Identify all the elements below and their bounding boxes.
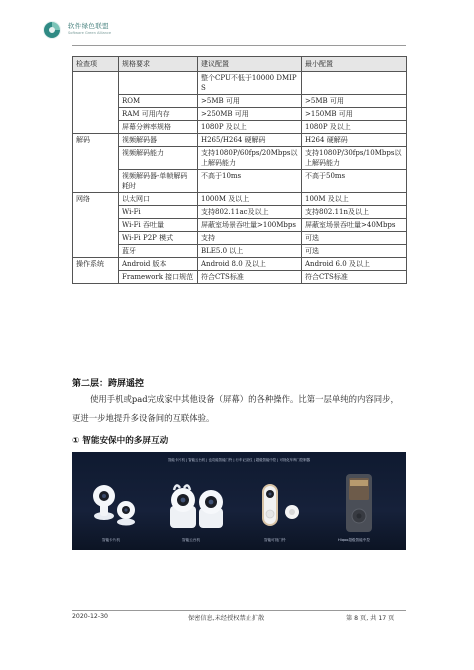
- table-cell: 不高于10ms: [198, 170, 302, 193]
- table-row: [73, 72, 407, 95]
- table-row: [73, 95, 407, 108]
- table-cell: 屏幕分辨率规格: [119, 121, 198, 134]
- footer-date: 2020-12-30: [72, 613, 108, 620]
- table-cell: [119, 72, 198, 95]
- footer-notice: 保密信息,未经授权禁止扩散: [188, 615, 265, 622]
- table-row: [73, 232, 407, 245]
- product-banner-image: [72, 452, 406, 550]
- subsection-title: ① 智能安保中的多屏互动: [72, 436, 169, 446]
- table-cell: [73, 72, 119, 134]
- table-row: [73, 170, 407, 193]
- table-cell: 视频解码器-单帧解码耗时: [119, 170, 198, 193]
- table-cell: 屏蔽室场景吞吐量>40Mbps: [302, 219, 407, 232]
- table-row: [73, 108, 407, 121]
- table-row: [73, 121, 407, 134]
- column-header: 最小配置: [302, 57, 407, 72]
- table-row: [73, 206, 407, 219]
- table-cell: 支持802.11n及以上: [302, 206, 407, 219]
- section-paragraph: 使用手机或pad完成家中其他设备（屏幕）的各种操作。比第一层单纯的内容同步，更进一步地提升多设备间的互联体验。: [72, 394, 399, 423]
- product-caption: 智能云台机: [182, 538, 200, 542]
- table-cell: 不高于50ms: [302, 170, 407, 193]
- table-cell: 100M 及以上: [302, 193, 407, 206]
- table-row: [73, 258, 407, 271]
- table-cell: 可选: [302, 245, 407, 258]
- table-cell: 1000M 及以上: [198, 193, 302, 206]
- product-caption: 智能可视门铃: [264, 538, 286, 542]
- table-cell: >150MB 可用: [302, 108, 407, 121]
- table-cell: [302, 72, 407, 95]
- table-cell: 支持1080P/30fps/10Mbps以上解码能力: [302, 147, 407, 170]
- table-cell: Framework 接口规范: [119, 271, 198, 284]
- table-cell: Wi-Fi 吞吐量: [119, 219, 198, 232]
- table-cell: Wi-Fi: [119, 206, 198, 219]
- footer-page-number: 第 8 页, 共 17 页: [346, 615, 395, 622]
- card-camera-image: [90, 480, 138, 530]
- table-cell: ROM: [119, 95, 198, 108]
- table-cell: 蓝牙: [119, 245, 198, 258]
- spec-table: [72, 56, 407, 284]
- product-caption: 智能卡片机: [102, 538, 120, 542]
- table-cell: 整个CPU不低于10000 DMIPS: [198, 72, 302, 95]
- table-group-cell: 解码: [73, 134, 119, 193]
- table-cell: 以太网口: [119, 193, 198, 206]
- table-cell: RAM 可用内存: [119, 108, 198, 121]
- table-cell: 1080P 及以上: [302, 121, 407, 134]
- table-row: [73, 245, 407, 258]
- org-name: 软件绿色联盟: [68, 22, 109, 30]
- column-header: 建议配置: [198, 57, 302, 72]
- table-cell: 支持1080P/60fps/20Mbps以上解码能力: [198, 147, 302, 170]
- table-row: [73, 271, 407, 284]
- table-cell: 支持802.11ac及以上: [198, 206, 302, 219]
- table-cell: 1080P 及以上: [198, 121, 302, 134]
- table-cell: >5MB 可用: [198, 95, 302, 108]
- table-cell: 符合CTS标准: [302, 271, 407, 284]
- column-header: 规格要求: [119, 57, 198, 72]
- banner-heading: 智能卡片机 | 智能云台机 | 也功能智能门铃 | 行车记录仪 | 超级智能中控 | 可视化车库门控制器: [168, 458, 310, 462]
- table-cell: Android 6.0 及以上: [302, 258, 407, 271]
- table-row: [73, 219, 407, 232]
- smart-hub-image: [340, 472, 378, 534]
- table-cell: 视频解码器: [119, 134, 198, 147]
- table-cell: Android 版本: [119, 258, 198, 271]
- table-header-row: [73, 57, 407, 72]
- table-cell: H265/H264 硬解码: [198, 134, 302, 147]
- video-doorbell-image: [256, 482, 306, 532]
- table-cell: 可选: [302, 232, 407, 245]
- table-cell: H264 硬解码: [302, 134, 407, 147]
- table-cell: 支持: [198, 232, 302, 245]
- table-group-cell: 操作系统: [73, 258, 119, 284]
- org-subtitle: Software Green Alliance: [68, 31, 112, 35]
- table-cell: >5MB 可用: [302, 95, 407, 108]
- table-cell: >250MB 可用: [198, 108, 302, 121]
- table-cell: Android 8.0 及以上: [198, 258, 302, 271]
- table-cell: 视频解码能力: [119, 147, 198, 170]
- column-header: 检查项: [73, 57, 119, 72]
- table-cell: 屏蔽室场景吞吐量>100Mbps: [198, 219, 302, 232]
- table-group-cell: 网络: [73, 193, 119, 258]
- table-row: [73, 147, 407, 170]
- pan-tilt-camera-image: [166, 480, 228, 532]
- header-divider: [72, 45, 406, 46]
- table-row: [73, 134, 407, 147]
- table-cell: 符合CTS标准: [198, 271, 302, 284]
- table-row: [73, 193, 407, 206]
- table-cell: BLE5.0 以上: [198, 245, 302, 258]
- footer-divider: [72, 610, 406, 611]
- table-cell: Wi-Fi P2P 模式: [119, 232, 198, 245]
- section-title: 第二层：跨屏遥控: [72, 379, 145, 389]
- product-caption: Hiqoo超级智能中控: [338, 538, 370, 542]
- alliance-logo-icon: [42, 20, 62, 40]
